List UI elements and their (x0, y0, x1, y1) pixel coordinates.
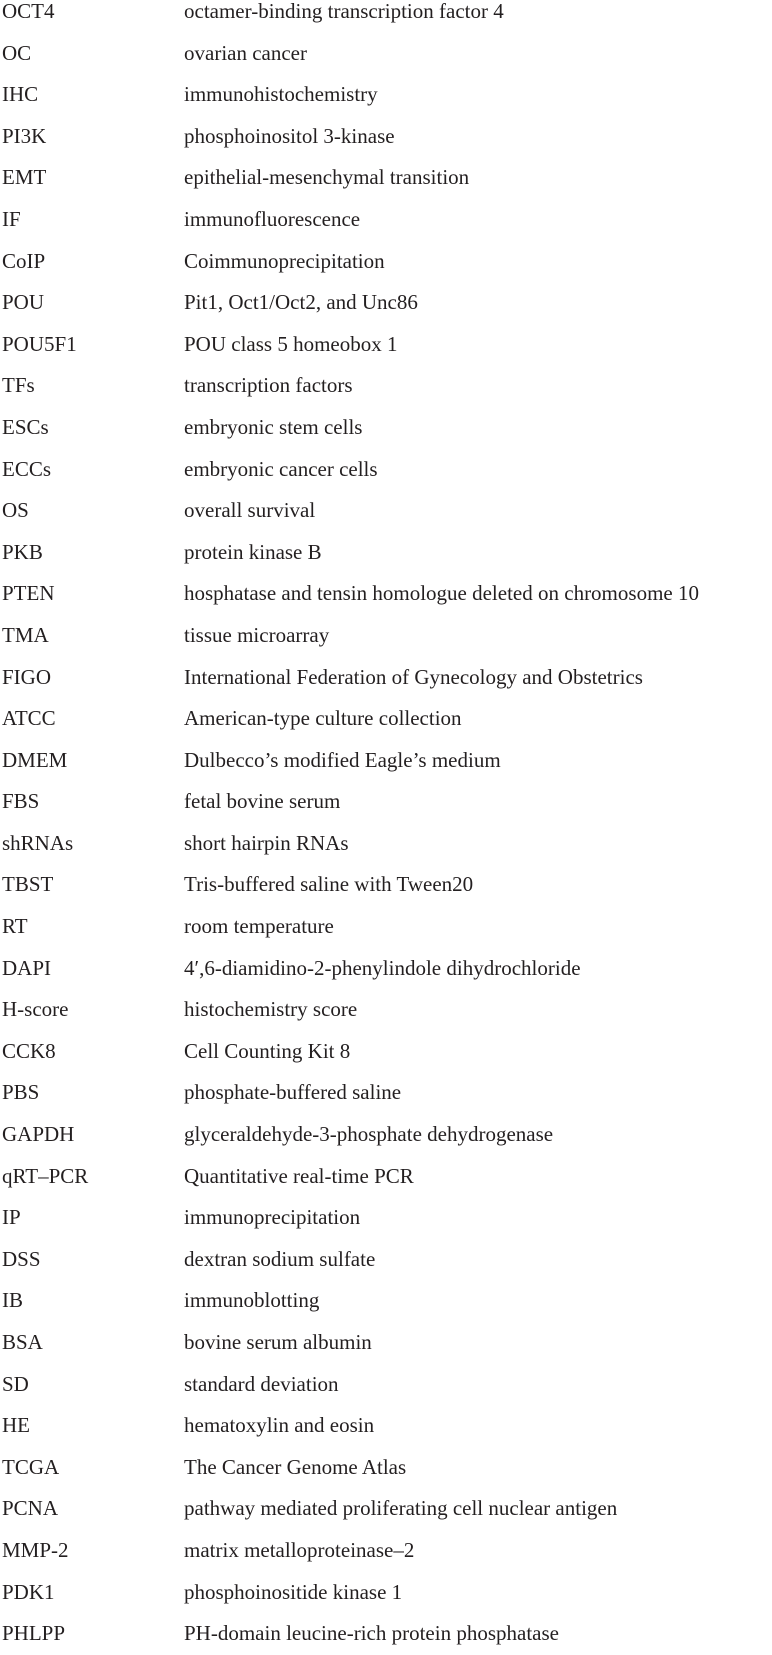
abbreviation-definition: Quantitative real-time PCR (184, 1163, 414, 1188)
abbreviation-term: DAPI (2, 955, 52, 980)
abbreviation-definition: immunoblotting (184, 1288, 320, 1313)
abbreviation-definition: immunohistochemistry (184, 82, 378, 107)
abbreviation-row (0, 1072, 772, 1114)
abbreviation-definition: immunoprecipitation (184, 1205, 361, 1230)
abbreviation-term: ATCC (2, 706, 56, 731)
abbreviation-term: ESCs (2, 414, 49, 439)
abbreviation-definition: protein kinase B (184, 539, 322, 564)
abbreviation-row (0, 1322, 772, 1364)
abbreviation-term: PDK1 (2, 1579, 55, 1604)
abbreviation-definition: American-type culture collection (184, 706, 462, 731)
abbreviation-term: TCGA (2, 1454, 60, 1479)
abbreviation-definition: The Cancer Genome Atlas (184, 1454, 407, 1479)
abbreviation-definition: Dulbecco’s modified Eagle’s medium (184, 747, 501, 772)
abbreviation-row (0, 532, 772, 574)
abbreviation-definition: matrix metalloproteinase–2 (184, 1537, 415, 1562)
abbreviation-row (0, 1197, 772, 1239)
abbreviation-row (0, 740, 772, 782)
abbreviation-row (0, 1280, 772, 1322)
abbreviation-row (0, 1488, 772, 1530)
abbreviation-term: FBS (2, 789, 40, 814)
abbreviation-row (0, 241, 772, 283)
abbreviation-row (0, 1114, 772, 1156)
abbreviation-term: IP (2, 1205, 21, 1230)
abbreviation-term: EMT (2, 165, 47, 190)
abbreviation-definition: Cell Counting Kit 8 (184, 1038, 351, 1063)
abbreviation-definition: hematoxylin and eosin (184, 1413, 375, 1438)
abbreviation-row (0, 1613, 772, 1655)
abbreviation-row (0, 74, 772, 116)
abbreviation-definition: epithelial-mesenchymal transition (184, 165, 470, 190)
abbreviation-row (0, 573, 772, 615)
abbreviation-definition: phosphate-buffered saline (184, 1080, 402, 1105)
abbreviation-term: PKB (2, 539, 43, 564)
abbreviation-row (0, 282, 772, 324)
abbreviation-row (0, 864, 772, 906)
abbreviation-term: TMA (2, 622, 49, 647)
abbreviation-row (0, 1239, 772, 1281)
abbreviation-row (0, 1031, 772, 1073)
abbreviation-term: POU5F1 (2, 331, 77, 356)
abbreviation-term: DMEM (2, 747, 68, 772)
abbreviation-definition: phosphoinositide kinase 1 (184, 1579, 403, 1604)
abbreviation-row (0, 906, 772, 948)
abbreviation-definition: glyceraldehyde-3-phosphate dehydrogenase (184, 1122, 554, 1147)
abbreviation-term: MMP-2 (2, 1537, 69, 1562)
abbreviation-definition: Tris-buffered saline with Tween20 (184, 872, 474, 897)
abbreviation-definition: International Federation of Gynecology and Obstetrics (184, 664, 643, 689)
abbreviation-definition: transcription factors (184, 373, 353, 398)
abbreviation-definition: room temperature (184, 914, 334, 939)
abbreviation-term: RT (2, 914, 28, 939)
abbreviation-term: POU (2, 290, 45, 315)
abbreviation-row (0, 157, 772, 199)
abbreviation-row (0, 989, 772, 1031)
abbreviation-definition: ovarian cancer (184, 40, 307, 65)
abbreviation-term: BSA (2, 1330, 43, 1354)
abbreviation-row (0, 823, 772, 865)
abbreviation-term: OS (2, 498, 29, 523)
abbreviation-definition: hosphatase and tensin homologue deleted on chromosome 10 (184, 581, 699, 606)
abbreviation-term: SD (2, 1371, 29, 1396)
abbreviation-row (0, 1447, 772, 1489)
abbreviation-definition: octamer-binding transcription factor 4 (184, 0, 504, 23)
abbreviation-definition: bovine serum albumin (184, 1330, 372, 1354)
abbreviation-row (0, 615, 772, 657)
abbreviation-row (0, 698, 772, 740)
abbreviation-row (0, 657, 772, 699)
abbreviation-row (0, 1530, 772, 1572)
abbreviation-definition: tissue microarray (184, 622, 330, 647)
abbreviation-term: qRT–PCR (2, 1163, 89, 1188)
abbreviation-definition: pathway mediated proliferating cell nuclear antigen (184, 1496, 618, 1521)
abbreviation-row (0, 449, 772, 491)
abbreviation-definition: Pit1, Oct1/Oct2, and Unc86 (184, 290, 418, 315)
abbreviation-row (0, 324, 772, 366)
abbreviation-term: shRNAs (2, 830, 74, 855)
abbreviation-term: PI3K (2, 123, 47, 148)
abbreviation-row (0, 1572, 772, 1614)
abbreviation-row (0, 365, 772, 407)
abbreviation-term: PTEN (2, 581, 55, 606)
abbreviation-definition: embryonic stem cells (184, 414, 363, 439)
abbreviation-row (0, 116, 772, 158)
abbreviation-term: IF (2, 206, 21, 231)
abbreviation-term: PBS (2, 1080, 40, 1105)
abbreviation-row (0, 199, 772, 241)
abbreviation-definition: PH-domain leucine-rich protein phosphatase (184, 1621, 559, 1646)
abbreviation-term: PHLPP (2, 1621, 66, 1646)
abbreviation-term: OCT4 (2, 0, 55, 23)
abbreviation-term: IB (2, 1288, 23, 1313)
abbreviation-term: ECCs (2, 456, 52, 481)
abbreviation-definition: dextran sodium sulfate (184, 1246, 376, 1271)
abbreviation-definition: short hairpin RNAs (184, 830, 349, 855)
abbreviation-row (0, 1405, 772, 1447)
abbreviation-definition: overall survival (184, 498, 316, 523)
abbreviation-term: PCNA (2, 1496, 59, 1521)
abbreviation-term: CoIP (2, 248, 46, 273)
abbreviation-term: CCK8 (2, 1038, 56, 1063)
abbreviation-term: H-score (2, 997, 69, 1022)
abbreviation-definition: 4′,6-diamidino-2-phenylindole dihydrochloride (184, 955, 581, 980)
abbreviation-term: GAPDH (2, 1122, 75, 1147)
abbreviation-term: TFs (2, 373, 35, 398)
abbreviation-definition: Coimmunoprecipitation (184, 248, 385, 273)
abbreviation-definition: POU class 5 homeobox 1 (184, 331, 398, 356)
abbreviation-row (0, 407, 772, 449)
abbreviation-term: HE (2, 1413, 30, 1438)
abbreviation-row (0, 948, 772, 990)
abbreviation-term: IHC (2, 82, 39, 107)
abbreviation-term: DSS (2, 1246, 41, 1271)
abbreviation-definition: phosphoinositol 3-kinase (184, 123, 395, 148)
abbreviation-definition: standard deviation (184, 1371, 339, 1396)
abbreviation-row (0, 490, 772, 532)
abbreviation-row (0, 0, 772, 33)
abbreviation-row (0, 33, 772, 75)
abbreviation-definition: immunofluorescence (184, 206, 361, 231)
abbreviation-row (0, 1156, 772, 1198)
abbreviation-term: TBST (2, 872, 54, 897)
abbreviation-term: OC (2, 40, 32, 65)
abbreviation-definition: embryonic cancer cells (184, 456, 378, 481)
abbreviation-term: FIGO (2, 664, 52, 689)
abbreviation-definition: histochemistry score (184, 997, 358, 1022)
abbreviation-row (0, 781, 772, 823)
abbreviation-definition: fetal bovine serum (184, 789, 341, 814)
abbreviation-row (0, 1364, 772, 1406)
